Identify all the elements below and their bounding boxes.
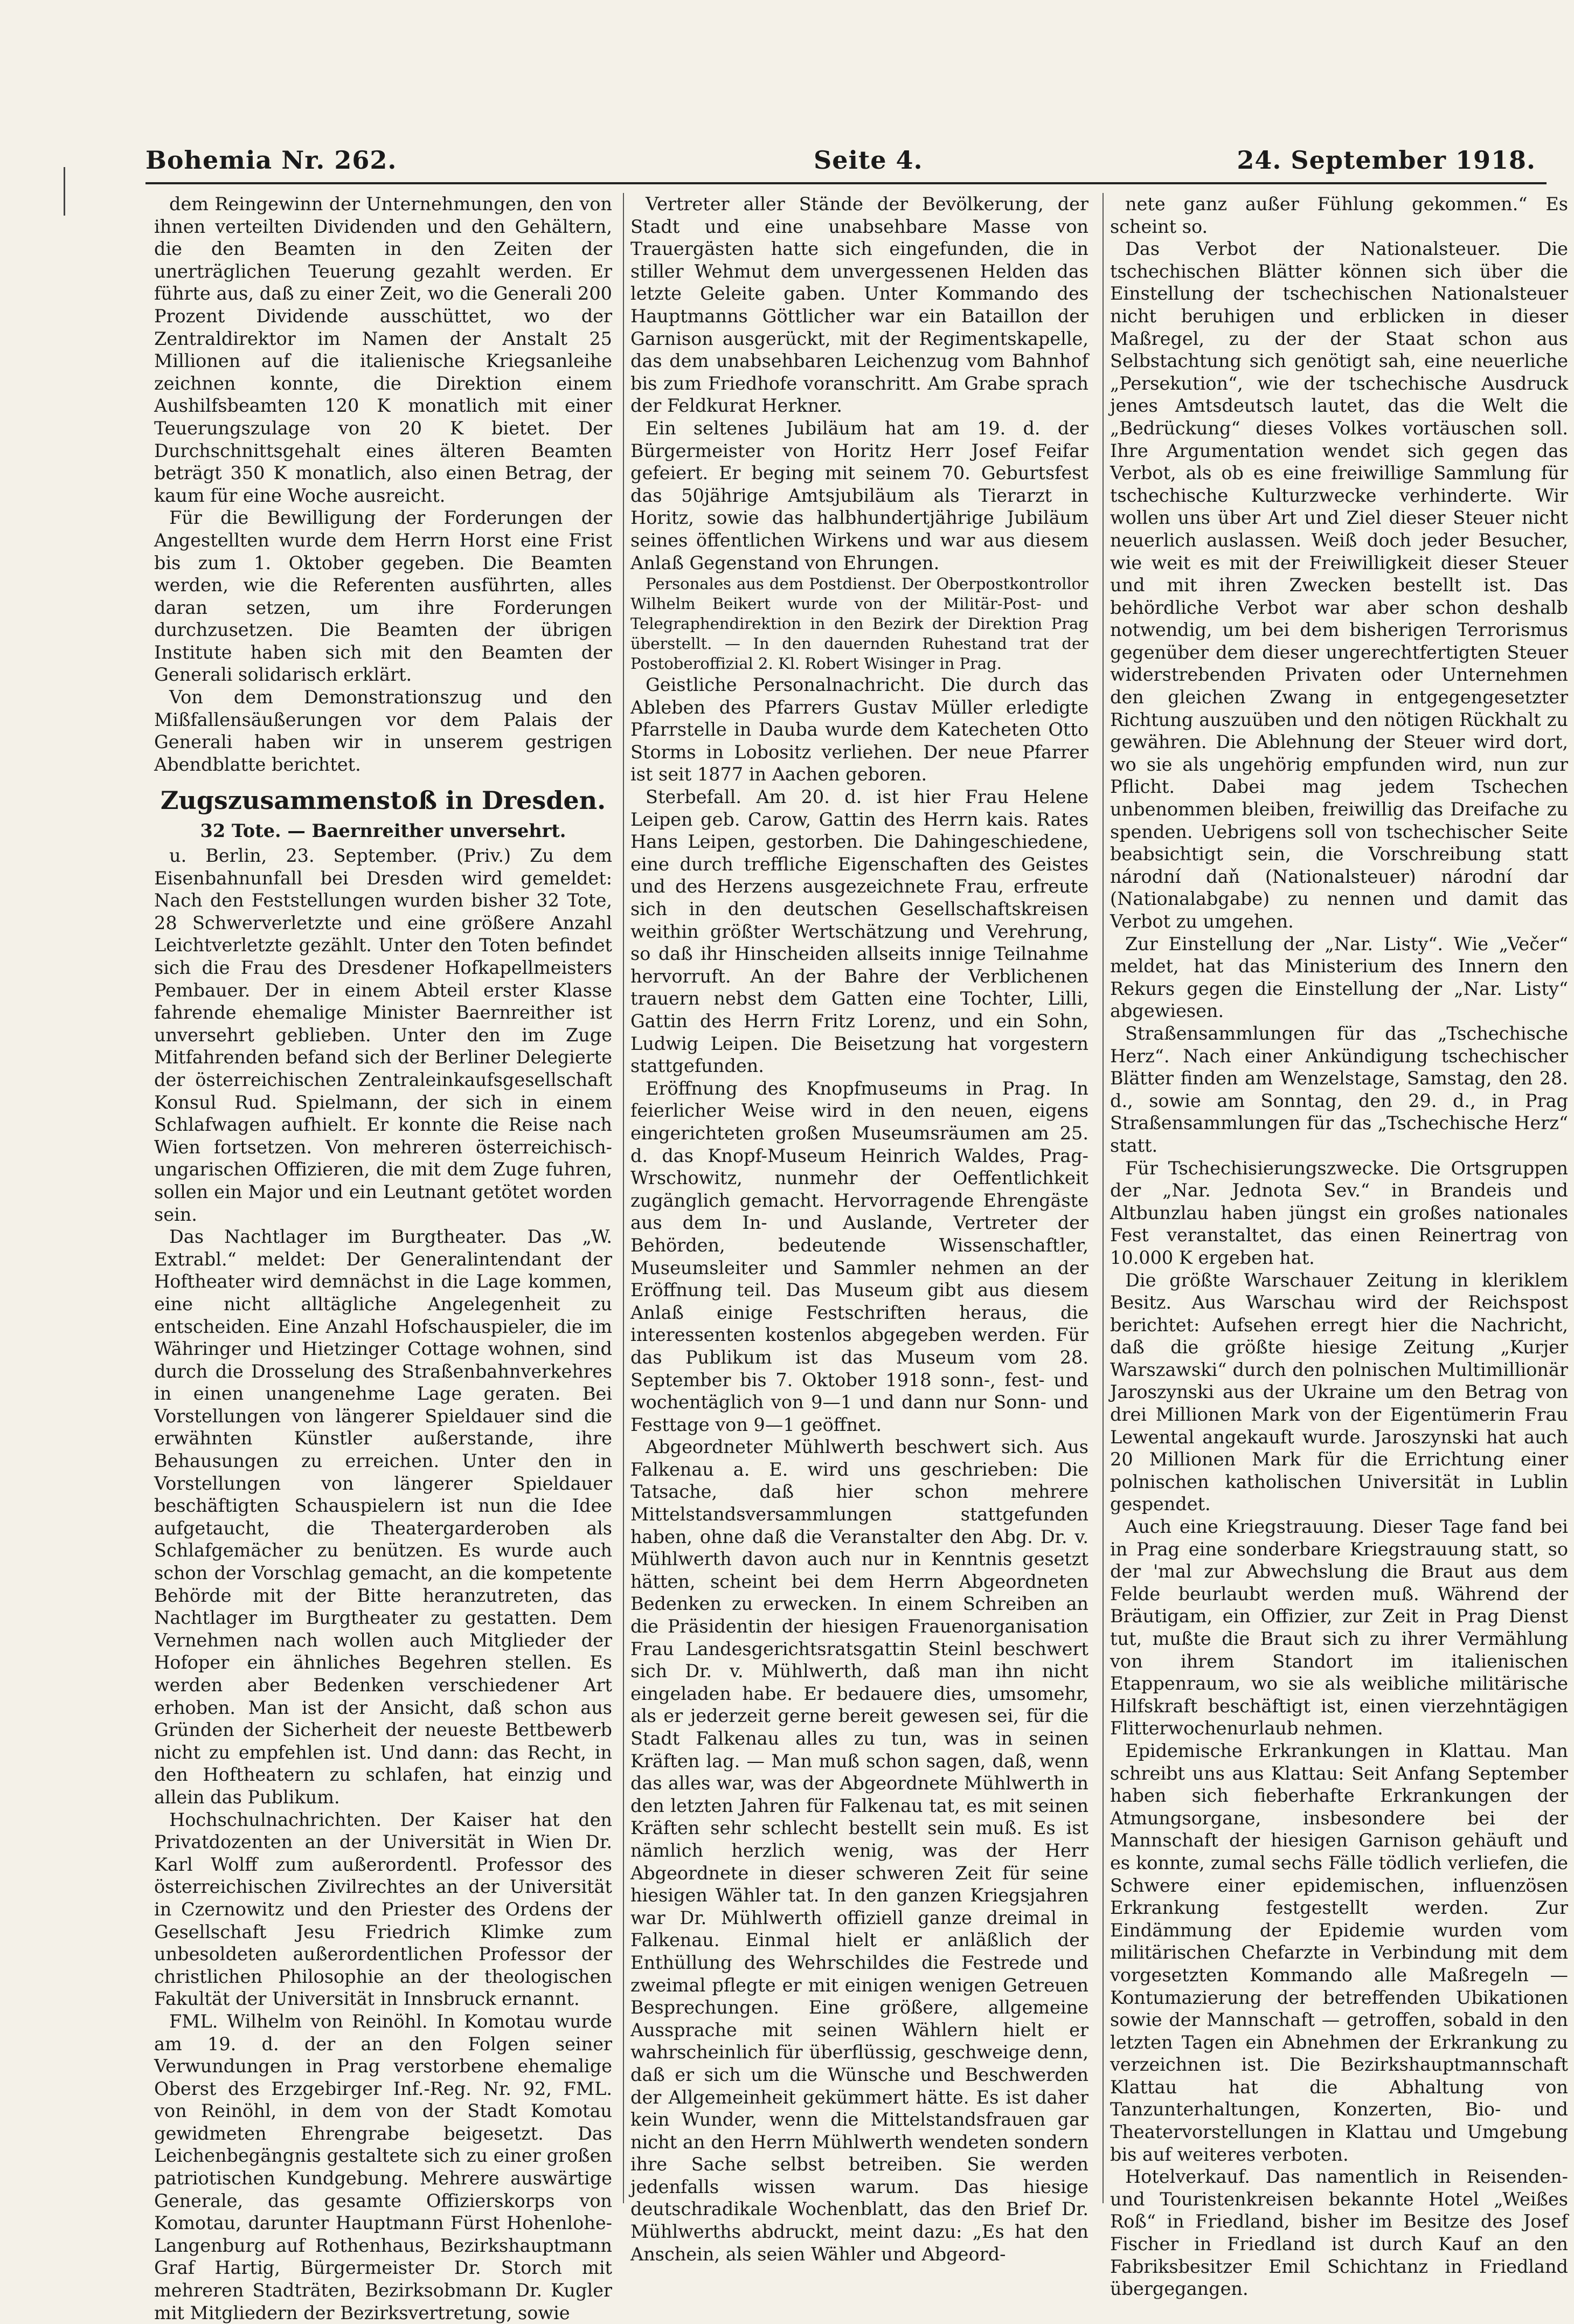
scan-mark	[64, 167, 65, 216]
article-paragraph: Das Nachtlager im Burgtheater. Das „W. Extrabl.“ meldet: Der Generalintendant der Hoftheater wird demnächst in die Lage kommen, eine nicht alltägliche Angelegenheit zu entscheiden. Eine Anzahl Hofschauspieler, die im Währinger und Hietzinger Cottage wohnen, sind durch die Drosselung des Straßenbahnverkehres in einen unangenehme Lage geraten. Bei Vorstellungen von längerer Spieldauer sind die erwähnten Künstler außerstande, ihre Behausungen zu erreichen. Unter den in Vorstellungen von längerer Spieldauer beschäftigten Schauspielern ist nun die Idee aufgetaucht, die Theatergarderoben als Schlafgemächer zu benützen. Es wurde auch schon der Vorschlag gemacht, an die kompetente Behörde mit der Bitte heranzutreten, das Nachtlager im Burgtheater zu gestatten. Dem Vernehmen nach wollen auch Mitglieder der Hofoper ein ähnliches Begehren stellen. Es werden aber Bedenken verschiedener Art erhoben. Man ist der Ansicht, daß schon aus Gründen der Sicherheit der neueste Bettbewerb nicht zu empfehlen ist. Und dann: das Recht, in den Hoftheatern zu schlafen, hat einzig und allein das Publikum.	[154, 1226, 612, 1808]
masthead-date: 24. September 1918.	[1237, 146, 1536, 175]
article-paragraph: u. Berlin, 23. September. (Priv.) Zu dem Eisenbahnunfall bei Dresden wird gemeldet: Nach den Feststellungen wurden bisher 32 Tote, 28 Schwerverletzte und eine größere Anzahl Leichtverletzte gezählt. Unter den Toten befindet sich die Frau des Dresdener Hofkapellmeisters Pembauer. Der in einem Abteil erster Klasse fahrende ehemalige Minister Baernreither ist unversehrt geblieben. Unter den im Zuge Mitfahrenden befand sich der Berliner Delegierte der österreichischen Zentraleinkaufsgesellschaft Konsul Rud. Spielmann, der sich in einem Schlafwagen aufhielt. Er konnte die Reise nach Wien fortsetzen. Von mehreren österreichisch-ungarischen Offizieren, die mit dem Zuge fuhren, sollen ein Major und ein Leutnant getötet worden sein.	[154, 845, 612, 1225]
article-paragraph: FML. Wilhelm von Reinöhl. In Komotau wurde am 19. d. der an den Folgen seiner Verwundungen in Prag verstorbene ehemalige Oberst des Erzgebirger Inf.-Reg. Nr. 92, FML. von Reinöhl, in dem von der Stadt Komotau gewidmeten Ehrengrabe beigesetzt. Das Leichenbegängnis gestaltete sich zu einer großen patriotischen Kundgebung. Mehrere auswärtige Generale, das gesamte Offizierskorps von Komotau, darunter Hauptmann Fürst Hohenlohe-Langenburg auf Rothenhaus, Bezirkshauptmann Graf Hartig, Bürgermeister Dr. Storch mit mehreren Stadträten, Bezirksobmann Dr. Kugler mit Mitgliedern der Bezirksvertretung, sowie	[154, 2010, 612, 2323]
article-paragraph: Sterbefall. Am 20. d. ist hier Frau Helene Leipen geb. Carow, Gattin des Herrn kais. Rates Hans Leipen, gestorben. Die Dahingeschiedene, eine durch treffliche Eigenschaften des Geistes und des Herzens ausgezeichnete Frau, erfreute sich in den deutschen Gesellschaftskreisen weithin größter Wertschätzung und Verehrung, so daß ihr Hinscheiden allseits innige Teilnahme hervorruft. An der Bahre der Verblichenen trauern nebst dem Gatten eine Tochter, Lilli, Gattin des Herrn Fritz Lorenz, und ein Sohn, Ludwig Leipen. Die Beisetzung hat vorgestern stattgefunden.	[630, 786, 1088, 1077]
article-paragraph: Zur Einstellung der „Nar. Listy“. Wie „Večer“ meldet, hat das Ministerium des Innern den Rekurs gegen die Einstellung der „Nar. Listy“ abgewiesen.	[1110, 933, 1568, 1022]
newspaper-page	[145, 140, 1568, 2323]
article-subheadline: 32 Tote. — Baernreither unversehrt.	[200, 820, 566, 842]
article-paragraph: Für Tschechisierungszwecke. Die Ortsgruppen der „Nar. Jednota Sev.“ in Brandeis und Altbunzlau haben jüngst ein großes nationales Fest veranstaltet, das einen Reinertrag von 10.000 K ergeben hat.	[1110, 1157, 1568, 1268]
article-paragraph: Für die Bewilligung der Forderungen der Angestellten wurde dem Herrn Horst eine Frist bis zum 1. Oktober gegeben. Die Beamten werden, wie die Referenten ausführten, alles daran setzen, um ihre Forderungen durchzusetzen. Die Beamten der übrigen Institute haben sich mit den Beamten der Generali solidarisch erklärt.	[154, 507, 612, 686]
article-paragraph: Auch eine Kriegstrauung. Dieser Tage fand bei in Prag eine sonderbare Kriegstrauung statt, so der 'mal zur Abwechslung die Braut aus dem Felde beurlaubt werden muß. Während der Bräutigam, ein Offizier, zur Zeit in Prag Dienst tut, mußte die Braut sich zu ihrer Vermählung von ihrem Standort im italienischen Etappenraum, wo sie als weibliche militärische Hilfskraft beschäftigt ist, einen vierzehntägigen Flitterwochenurlaub nehmen.	[1110, 1516, 1568, 1739]
column-divider	[623, 193, 624, 2203]
masthead	[145, 140, 1547, 178]
masthead-issue: Bohemia Nr. 262.	[145, 146, 397, 175]
article-paragraph: Die größte Warschauer Zeitung in kleriklem Besitz. Aus Warschau wird der Reichspost berichtet: Aufsehen erregt hier die Nachricht, daß die größte hiesige Zeitung „Kurjer Warszawski“ durch den polnischen Multimillionär Jaroszynski aus der Ukraine um den Betrag von drei Millionen Mark von der Eigentümerin Frau Lewental angekauft wurde. Jaroszynski hat auch 20 Millionen Mark für die Errichtung einer polnischen katholischen Universität in Lublin gespendet.	[1110, 1269, 1568, 1515]
masthead-page-number: Seite 4.	[814, 146, 923, 175]
article-headline: Zugszusammenstoß in Dresden.	[160, 786, 606, 815]
article-paragraph: Personales aus dem Postdienst. Der Oberpostkontrollor Wilhelm Beikert wurde von der Militär-Post- und Telegraphendirektion in den Bezirk der Direktion Prag überstellt. — In den dauernden Ruhestand trat der Postoberoffizial 2. Kl. Robert Wisinger in Prag.	[630, 575, 1088, 673]
column-3	[1110, 193, 1568, 2300]
article-paragraph: Ein seltenes Jubiläum hat am 19. d. der Bürgermeister von Horitz Herr Josef Feifar gefeiert. Er beging mit seinem 70. Geburtsfest das 50jährige Amtsjubiläum als Tierarzt in Horitz, sowie das halbhundertjährige Jubiläum seines öffentlichen Wirkens und war aus diesem Anlaß Gegenstand von Ehrungen.	[630, 417, 1088, 573]
article-paragraph: Von dem Demonstrationszug und den Mißfallensäußerungen vor dem Palais der Generali haben wir in unserem gestrigen Abendblatte berichtet.	[154, 687, 612, 775]
article-paragraph: Vertreter aller Stände der Bevölkerung, der Stadt und eine unabsehbare Masse von Trauergästen hatte sich eingefunden, die in stiller Wehmut dem unvergessenen Helden das letzte Geleite gaben. Unter Kommando des Hauptmanns Göttlicher war ein Bataillon der Garnison ausgerückt, mit der Regimentskapelle, das dem unabsehbaren Leichenzug vom Bahnhof bis zum Friedhofe voranschritt. Am Grabe sprach der Feldkurat Herkner.	[630, 193, 1088, 417]
article-paragraph: Das Verbot der Nationalsteuer. Die tschechischen Blätter können sich über die Einstellung der tschechischen Nationalsteuer nicht beruhigen und erblicken in dieser Maßregel, zu der der Staat schon aus Selbstachtung sich genötigt sah, eine neuerliche „Persekution“, wie der tschechische Ausdruck jenes Amtsdeutsch lautet, das die Welt die „Bedrückung“ dieses Volkes vortäuschen soll. Ihre Argumentation wendet sich gegen das Verbot, als ob es eine freiwillige Sammlung für tschechische Kulturzwecke verhinderte. Wir wollen uns über Art und Ziel dieser Steuer nicht neuerlich auslassen. Weiß doch jeder Besucher, wie weit es mit der Freiwilligkeit dieser Steuer und mit ihren Zwecken bestellt ist. Das behördliche Verbot war aber schon deshalb notwendig, um bei dem bisherigen Terrorismus gegenüber dem dieser ungerechtfertigten Steuer widerstrebenden Privaten oder Unternehmen den gleichen Zwang in entgegengesetzter Richtung auszuüben und den nötigen Rückhalt zu gewähren. Die Ablehnung der Steuer wird dort, wo sie als ungehörig empfunden wird, nun zur Pflicht. Dabei mag jedem Tschechen unbenommen bleiben, freiwillig das Dreifache zu spenden. Uebrigens soll von tschechischer Seite beabsichtigt sein, die Vorschreibung statt národní daň (Nationalsteuer) národní dar (Nationalabgabe) zu nennen und damit das Verbot zu umgehen.	[1110, 238, 1568, 932]
article-paragraph: Eröffnung des Knopfmuseums in Prag. In feierlicher Weise wird in den neuen, eigens eingerichteten großen Museumsräumen am 25. d. das Knopf-Museum Heinrich Waldes, Prag-Wrschowitz, nunmehr der Oeffentlichkeit zugänglich gemacht. Hervorragende Ehrengäste aus dem In- und Auslande, Vertreter der Behörden, bedeutende Wissenschaftler, Museumsleiter und Sammler nehmen an der Eröffnung teil. Das Museum gibt aus diesem Anlaß einige Festschriften heraus, die interessenten kostenlos abgegeben werden. Für das Publikum ist das Museum vom 28. September bis 7. Oktober 1918 sonn-, fest- und wochentäglich von 9—1 und dann nur Sonn- und Festtage von 9—1 geöffnet.	[630, 1077, 1088, 1435]
article-paragraph: nete ganz außer Fühlung gekommen.“ Es scheint so.	[1110, 193, 1568, 237]
article-paragraph: Hochschulnachrichten. Der Kaiser hat den Privatdozenten an der Universität in Wien Dr. Karl Wolff zum außerordentl. Professor des österreichischen Zivilrechtes an der Universität in Czernowitz und den Priester des Ordens der Gesellschaft Jesu Friedrich Klimke zum unbesoldeten außerordentlichen Professor der christlichen Philosophie an der theologischen Fakultät der Universität in Innsbruck ernannt.	[154, 1809, 612, 2010]
header-rule	[145, 182, 1547, 184]
column-2	[630, 193, 1088, 2265]
column-divider	[1103, 193, 1104, 2203]
article-paragraph: Geistliche Personalnachricht. Die durch das Ableben des Pfarrers Gustav Müller erledigte Pfarrstelle in Dauba wurde dem Katecheten Otto Storms in Lobositz verliehen. Der neue Pfarrer ist seit 1877 in Aachen geboren.	[630, 674, 1088, 785]
article-paragraph: Epidemische Erkrankungen in Klattau. Man schreibt uns aus Klattau: Seit Anfang September haben sich fieberhafte Erkrankungen der Atmungsorgane, insbesondere bei der Mannschaft der hiesigen Garnison gehäuft und es konnte, zumal sechs Fälle tödlich verliefen, die Schwere einer epidemischen, influenzösen Erkrankung festgestellt werden. Zur Eindämmung der Epidemie wurden vom militärischen Chefarzte in Verbindung mit dem vorgesetzten Kommando alle Maßregeln — Kontumazierung der betreffenden Ubikationen sowie der Mannschaft — getroffen, sobald in den letzten Tagen ein Abnehmen der Erkrankung zu verzeichnen ist. Die Bezirkshauptmannschaft Klattau hat die Abhaltung von Tanzunterhaltungen, Konzerten, Bio- und Theatervorstellungen in Klattau und Umgebung bis auf weiteres verboten.	[1110, 1740, 1568, 2165]
article-paragraph: dem Reingewinn der Unternehmungen, den von ihnen verteilten Dividenden und den Gehältern, die den Beamten in den Zeiten der unerträglichen Teuerung gezahlt werden. Er führte aus, daß zu einer Zeit, wo die Generali 200 Prozent Dividende ausschüttet, wo der Zentraldirektor im Namen der Anstalt 25 Millionen auf die italienische Kriegsanleihe zeichnen konnte, die Direktion einem Aushilfsbeamten 120 K monatlich mit einer Teuerungszulage von 20 K bietet. Der Durchschnittsgehalt eines älteren Beamten beträgt 350 K monatlich, also einen Betrag, der kaum für eine Woche ausreicht.	[154, 193, 612, 506]
article-paragraph: Hotelverkauf. Das namentlich in Reisenden- und Touristenkreisen bekannte Hotel „Weißes Roß“ in Friedland, bisher im Besitze des Josef Fischer in Friedland ist durch Kauf an den Fabriksbesitzer Emil Schichtanz in Friedland übergegangen.	[1110, 2166, 1568, 2300]
article-paragraph: Abgeordneter Mühlwerth beschwert sich. Aus Falkenau a. E. wird uns geschrieben: Die Tatsache, daß hier schon mehrere Mittelstandsversammlungen stattgefunden haben, ohne daß die Veranstalter den Abg. Dr. v. Mühlwerth davon auch nur in Kenntnis gesetzt hätten, scheint bei dem Herrn Abgeordneten Bedenken zu erwecken. In einem Schreiben an die Präsidentin der hiesigen Frauenorganisation Frau Landesgerichtsratsgattin Steinl beschwert sich Dr. v. Mühlwerth, daß man ihn nicht eingeladen habe. Er bedauere dies, umsomehr, als er jederzeit gerne bereit gewesen sei, für die Stadt Falkenau alles zu tun, was in seinen Kräften lag. — Man muß schon sagen, daß, wenn das alles war, was der Abgeordnete Mühlwerth in den letzten Jahren für Falkenau tat, es mit seinen Kräften sehr schlecht bestellt sein muß. Es ist nämlich herzlich wenig, was der Herr Abgeordnete in dieser schweren Zeit für seine hiesigen Wähler tat. In den ganzen Kriegsjahren war Dr. Mühlwerth offiziell ganze dreimal in Falkenau. Einmal hielt er anläßlich der Enthüllung des Wehrschildes die Festrede und zweimal pflegte er mit einigen wenigen Getreuen Besprechungen. Eine größere, allgemeine Aussprache mit seinen Wählern hielt er wahrscheinlich für überflüssig, geschweige denn, daß er sich um die Wünsche und Beschwerden der Allgemeinheit gekümmert hätte. Es ist daher kein Wunder, wenn die Mittelstandsfrauen gar nicht an den Herrn Mühlwerth wendeten sondern ihre Sache selbst betreiben. Sie werden jedenfalls wissen warum. Das hiesige deutschradikale Wochenblatt, das den Brief Dr. Mühlwerths abdruckt, meint dazu: „Es hat den Anschein, als seien Wähler und Abgeord-	[630, 1436, 1088, 2265]
column-1	[154, 193, 612, 2323]
article-paragraph: Straßensammlungen für das „Tschechische Herz“. Nach einer Ankündigung tschechischer Blätter finden am Wenzelstage, Samstag, den 28. d., sowie am Sonntag, den 29. d., in Prag Straßensammlungen für das „Tschechische Herz“ statt.	[1110, 1022, 1568, 1156]
